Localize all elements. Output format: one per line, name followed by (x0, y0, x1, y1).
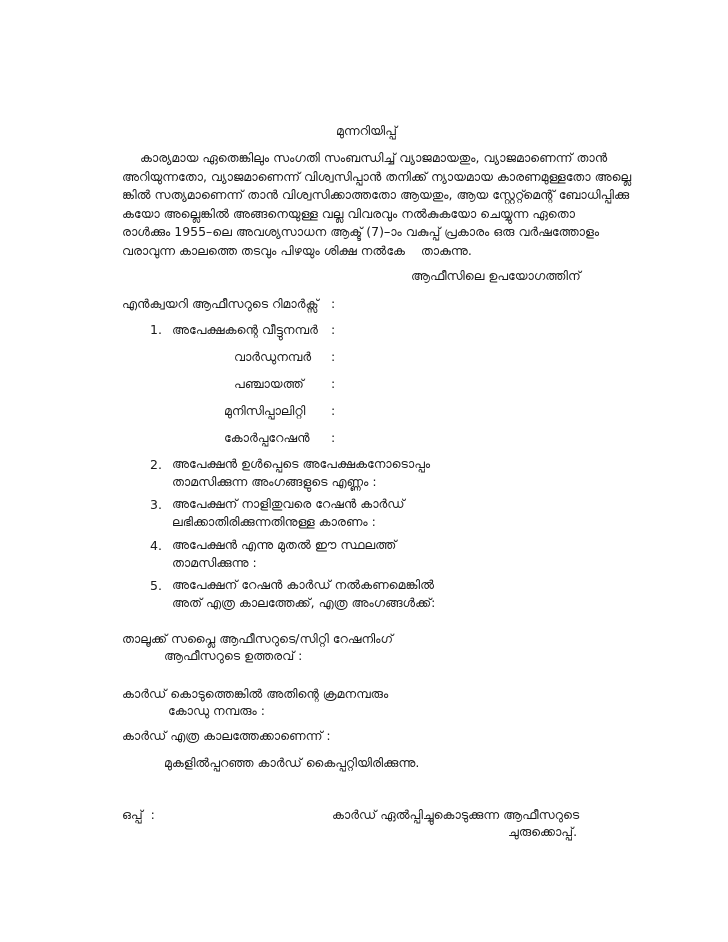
warning-line: അറിയുന്നതോ, വ്യാജമാണെന്ന് വിശ്വസിപ്പാൻ തനിക്ക് ന്യായമായ കാരണമുള്ളതോ അല്ലെ (122, 168, 632, 184)
warning-line: കാര്യമായ ഏതെങ്കിലും സംഗതി സംബന്ധിച്ച് വ്യാജമായതും, വ്യാജമാണെന്ന് താൻ (140, 150, 608, 165)
municipality-colon: : (331, 403, 336, 418)
taluk-order-line1: താലൂക്ക് സപ്ലൈ ആഫീസറുടെ/സിറ്റി റേഷനിംഗ് (122, 631, 394, 646)
municipality-label: മുനിസിപ്പാലിറ്റി (224, 403, 306, 418)
card-issue-line1: കാർഡ് കൊടുത്തെങ്കിൽ അതിന്റെ ക്രമനമ്പരും (122, 686, 389, 701)
item3-line1: അപേക്ഷന് നാളിതുവരെ റേഷൻ കാർഡ് (172, 496, 405, 511)
corporation-label: കോർപ്പറേഷൻ (224, 430, 310, 445)
remarks-colon: : (331, 296, 336, 311)
item-number: 3. (150, 497, 162, 512)
item-number: 5. (150, 578, 162, 593)
item5-line2: അത് എത്ര കാലത്തേക്ക്, എത്ര അംഗങ്ങൾക്ക്: (172, 595, 436, 610)
warning-paragraph (122, 149, 632, 261)
warning-line: കയോ അല്ലെങ്കിൽ അങ്ങനെയുള്ള വല്ല വിവരവും നൽകുകയോ ചെയ്യുന്ന ഏതൊ (122, 205, 575, 221)
item4-line1: അപേക്ഷൻ എന്നു മുതൽ ഈ സ്ഥലത്ത് (172, 537, 397, 552)
house-number-colon: : (331, 322, 336, 337)
card-received: മുകളിൽപ്പറഞ്ഞ കാർഡ് കൈപ്പറ്റിയിരിക്കുന്നു. (164, 755, 420, 770)
officer-sign-line1: കാർഡ് ഏൽപ്പിച്ചുകൊടുക്കുന്ന ആഫീസറുടെ (332, 807, 580, 822)
panchayat-colon: : (331, 376, 336, 391)
page-title: മുന്നറിയിപ്പ് (336, 123, 397, 138)
taluk-order-line2: ആഫീസറുടെ ഉത്തരവ് : (164, 648, 303, 663)
item5-line1: അപേക്ഷന് റേഷൻ കാർഡ് നൽകണമെങ്കിൽ (172, 577, 435, 592)
item2-line1: അപേക്ഷൻ ഉൾപ്പെടെ അപേക്ഷകനോടൊപ്പം (172, 456, 431, 471)
panchayat-label: പഞ്ചായത്ത് (234, 376, 304, 391)
warning-line: ങ്കിൽ സത്യമാണെന്ന് താൻ വിശ്വസിക്കാത്തതോ ആയതും, ആയ സ്റ്റേറ്റ്മെന്റ് ബോധിപ്പിക്കു (122, 187, 630, 203)
card-period: കാർഡ് എത്ര കാലത്തേക്കാണെന്ന് : (122, 728, 331, 743)
item-number: 1. (150, 322, 162, 337)
warning-line: വരാവുന്ന കാലത്തെ തടവും പിഴയും ശിക്ഷ നൽകേ താകുന്നു. (122, 242, 472, 258)
item-number: 2. (150, 457, 162, 472)
remarks-label: എൻക്വയറി ആഫീസറുടെ റിമാർക്സ് (122, 296, 319, 311)
item-number: 4. (150, 538, 162, 553)
office-use-heading: ആഫീസിലെ ഉപയോഗത്തിന് (411, 268, 581, 283)
signature-label: ഒപ്പ് : (122, 807, 155, 822)
card-issue-line2: കോഡു നമ്പരും : (168, 703, 265, 718)
item4-line2: താമസിക്കുന്നു : (172, 555, 257, 570)
ward-number-colon: : (331, 349, 336, 364)
officer-sign-line2: ചുരുക്കൊപ്പ്. (508, 824, 578, 839)
ward-number-label: വാർഡുനമ്പർ (234, 349, 312, 364)
item3-line2: ലഭിക്കാതിരിക്കുന്നതിനുള്ള കാരണം : (172, 514, 376, 529)
warning-line: രാൾക്കും 1955–ലെ അവശ്യസാധന ആക്ട് (7)–ാം വകുപ്പ് പ്രകാരം ഒരു വർഷത്തോളം (122, 224, 600, 240)
corporation-colon: : (331, 430, 336, 445)
item2-line2: താമസിക്കുന്ന അംഗങ്ങളുടെ എണ്ണം : (172, 474, 377, 489)
house-number-label: അപേക്ഷകന്റെ വീട്ടുനമ്പർ (172, 322, 318, 337)
